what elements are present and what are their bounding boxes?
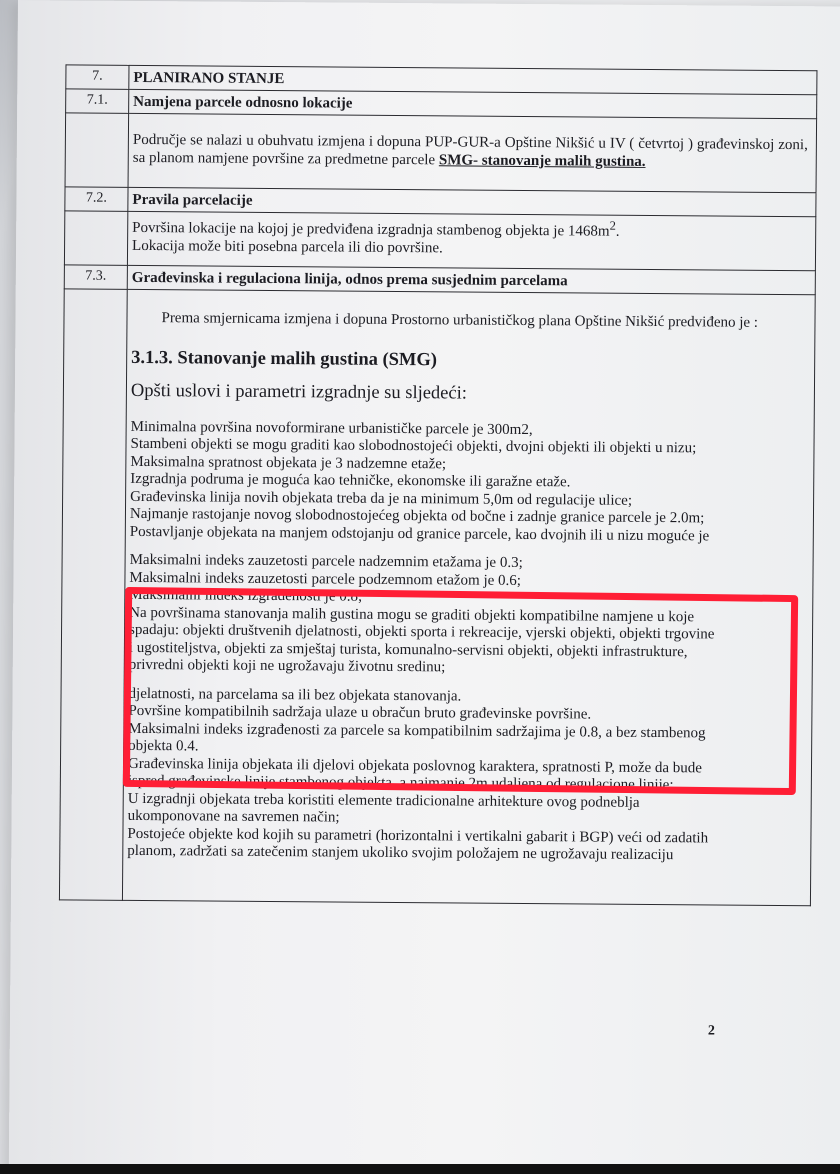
section-body-7-1 [65, 113, 817, 193]
list-line: Izgradnja podruma je moguća kao tehničke, ekonomske ili garažne etaže. [130, 470, 571, 491]
section-number: 7.1. [66, 89, 129, 113]
section-body [122, 289, 815, 905]
list-line: spadaju: objekti društvenih djelatnosti, objekti sporta i rekreacije, vjerski objekti, objekti trgovine [128, 621, 715, 643]
section-body [128, 113, 817, 192]
section-number: 7.3. [64, 265, 127, 289]
list-line: Građevinska linija novih objekata treba da je na minimum 5,0m od regulacije ulice; [130, 488, 633, 509]
list-line: Građevinska linija objekata ili djelovi objekata poslovnog karaktera, spratnosti P, može da bude [127, 755, 703, 776]
paragraph-namjena [133, 132, 808, 172]
list-line: objekta 0.4. [128, 737, 199, 755]
superscript: 2 [609, 218, 616, 233]
conditions-list [127, 418, 805, 865]
list-line: ispred građevinske linije stambenog objekta, a najmanje 2m udaljena od regulacione linije; [127, 772, 674, 794]
document-table-wrapper [59, 64, 818, 906]
section-title: Namjena parcele odnosno lokacije [129, 89, 817, 118]
list-line: planom, zadržati sa zatečenim stanjem ukoliko svojim položajem ne ugrožavaju realizaciju [127, 842, 674, 864]
list-line: U izgradnji objekata treba koristiti elemente tradicionalne arhitekture ovog podneblja [127, 790, 640, 811]
paper-sheet [9, 0, 840, 1174]
subsection-subheading: Opšti uslovi i parametri izgradnje su sljedeći: [130, 380, 468, 404]
list-line: Postavljanje objekata na manjem odstojanju od granice parcele, kao dvojnih ili u nizu moguće je [129, 523, 710, 544]
emphasis-text: SMG- stanovanje malih gustina. [438, 151, 646, 170]
list-line: Minimalna površina novoformirane urbanističke parcele je 300m2, [130, 418, 533, 438]
section-title: Pravila parcelacije [128, 187, 816, 216]
list-line: Najmanje rastojanje novog slobodnostojećeg objekta od bočne i zadnje granice parcele je 2.0m; [129, 505, 705, 527]
section-body [127, 211, 815, 270]
list-line: Površine kompatibilnih sadržaja ulaze u obračun bruto građevinske površine. [128, 702, 592, 723]
list-line: Stambeni objekti se mogu graditi kao slobodnostojeći objekti, dvojni objekti ili objekti u nizu; [130, 435, 697, 457]
section-number: 7.2. [65, 187, 128, 211]
section-body-7-2 [64, 211, 815, 271]
list-line: i ugostiteljstva, objekti za smještaj turista, komunalno-servisni objekti, objekti infrastrukture, [128, 639, 688, 660]
list-line: Maksimalni indeks zauzetosti parcele podzemnom etažom je 0.6; [129, 569, 522, 589]
list-line: djelatnosti, na parcelama sa ili bez objekata stanovanja. [128, 685, 462, 705]
section-title: PLANIRANO STANJE [129, 65, 817, 94]
list-line: Maksimalna spratnost objekata je 3 nadzemne etaže; [130, 453, 447, 472]
list-line: Maksimalni indeks zauzetosti parcele nadzemnim etažama je 0.3; [129, 551, 523, 571]
text-line: Površina lokacije na kojoj je predviđena izgradnja stambenog objekta je $1468m^2$. [132, 218, 620, 240]
list-line: privredni objekti koji ne ugrožavaju životnu sredinu; [128, 656, 446, 676]
list-line: Postojeće objekte kod kojih su parametri (horizontalni i vertikalni gabarit i BGP) veći od zadatih [127, 825, 709, 846]
text-line: Područje se nalazi u obuhvatu izmjena i dopuna PUP-GUR-a Opštine Nikšić u IV ( četvrtoj ) [132, 131, 694, 153]
text-line: Lokacija može biti posebna parcela ili dio površine. [132, 237, 443, 256]
paragraph-intro: Prema smjernicama izmjena i dopuna Prostorno urbanističkog plana Opštine Nikšić predviđeno je : [161, 310, 759, 331]
section-number: 7. [66, 65, 129, 89]
section-title: Građevinska i regulaciona linija, odnos prema susjednim parcelama [127, 265, 815, 294]
list-line: ukomponovane na savremen način; [127, 807, 340, 826]
bottom-edge [0, 1164, 840, 1174]
subsection-heading: 3.1.3. Stanovanje malih gustina (SMG) [131, 347, 438, 370]
list-line: Na površinama stanovanja malih gustina mogu se graditi objekti kompatibilne namjene u koje [129, 604, 695, 625]
list-line: Maksimalni indeks izgrađenosti je 0.8; [129, 586, 363, 605]
page-number: 2 [707, 1023, 715, 1039]
section-body-7-3 [59, 289, 815, 906]
document-table [59, 64, 818, 906]
list-line: Maksimalni indeks izgrađenosti za parcele sa kompatibilnim sadržajima je 0.8, a bez stambenog [128, 720, 706, 741]
text-line: građevinskoj zoni, sa planom namjene površine za predmetne parcele [132, 136, 808, 168]
